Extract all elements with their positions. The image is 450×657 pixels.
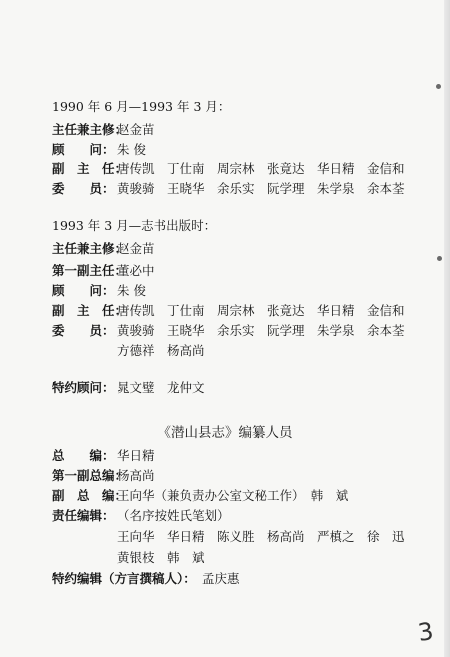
- editor-in-chief-value: 华日精: [117, 448, 155, 463]
- editorial-title: 《潜山县志》编纂人员: [157, 425, 293, 441]
- period2-heading: 1993 年 3 月—志书出版时：: [52, 218, 217, 233]
- period2-first-deputy-label: 第一副主任：: [52, 263, 128, 278]
- responsible-editor-note: （名序按姓氏笔划）: [117, 508, 230, 523]
- scan-edge: [444, 0, 450, 657]
- period2-chief-value: 赵金苗: [117, 241, 155, 256]
- period2-members-label: 委 员：: [52, 323, 115, 338]
- period1-members-label: 委 员：: [52, 181, 115, 196]
- period2-advisor-value: 朱 俊: [117, 283, 146, 298]
- special-advisor-label: 特约顾问：: [52, 380, 115, 395]
- period1-heading: 1990 年 6 月—1993 年 3 月：: [52, 99, 231, 114]
- period2-advisor-label: 顾 问：: [52, 283, 115, 298]
- responsible-editor-label: 责任编辑：: [52, 508, 115, 523]
- period2-members-continued: 方德祥 杨高尚: [117, 343, 205, 358]
- period2-first-deputy-value: 董必中: [117, 263, 155, 278]
- deputy-editor-value: 王向华（兼负责办公室文秘工作） 韩 斌: [117, 488, 349, 503]
- deputy-editor-label: 副 总 编：: [52, 488, 128, 503]
- period1-advisor-value: 朱 俊: [117, 142, 146, 157]
- period2-deputy-label: 副 主 任：: [52, 303, 128, 318]
- scan-dot: [436, 84, 441, 89]
- period1-deputy-label: 副 主 任：: [52, 161, 128, 176]
- first-deputy-editor-value: 杨高尚: [117, 468, 155, 483]
- period1-advisor-label: 顾 问：: [52, 142, 115, 157]
- special-advisor-value: 晁文璧 龙仲文: [117, 380, 205, 395]
- page-mark: 3: [416, 617, 436, 647]
- period2-members-value: 黄骏骑 王晓华 余乐实 阮学理 朱学泉 余本荃: [117, 323, 405, 338]
- first-deputy-editor-label: 第一副总编：: [52, 468, 128, 483]
- period2-deputy-value: 唐传凯 丁仕南 周宗林 张竟达 华日精 金信和: [117, 303, 405, 318]
- period1-deputy-value: 唐传凯 丁仕南 周宗林 张竟达 华日精 金信和: [117, 161, 405, 176]
- period2-chief-label: 主任兼主修：: [52, 241, 128, 256]
- responsible-editors-line1: 王向华 华日精 陈义胜 杨高尚 严槙之 徐 迅: [117, 529, 405, 544]
- responsible-editors-line2: 黄银枝 韩 斌: [117, 550, 205, 565]
- editor-in-chief-label: 总 编：: [52, 448, 115, 463]
- special-editor-value: 孟庆惠: [202, 571, 240, 586]
- period1-chief-value: 赵金苗: [117, 122, 155, 137]
- period1-members-value: 黄骏骑 王晓华 余乐实 阮学理 朱学泉 余本荃: [117, 181, 405, 196]
- scan-dot: [437, 256, 442, 261]
- period1-chief-label: 主任兼主修：: [52, 122, 128, 137]
- special-editor-label: 特约编辑（方言撰稿人）：: [52, 571, 196, 586]
